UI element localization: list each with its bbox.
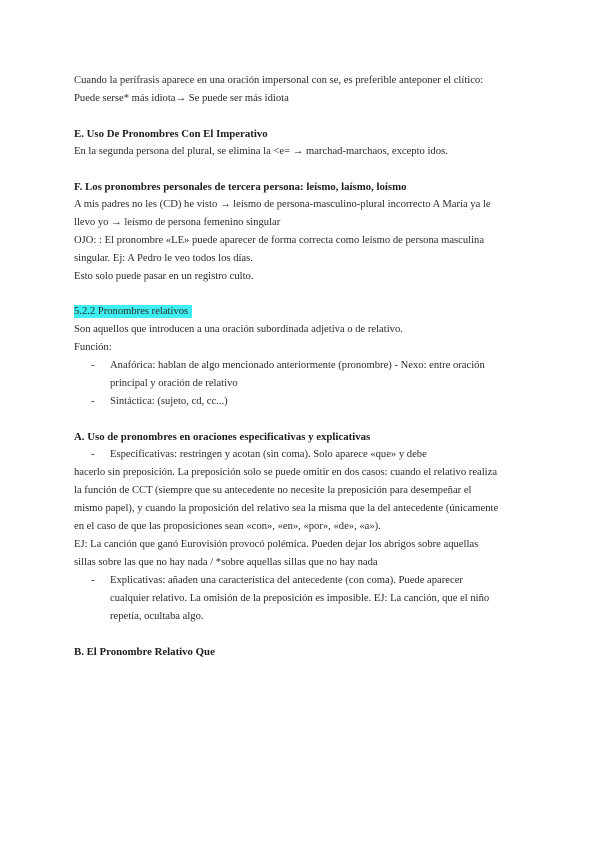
paragraph-periphrasis-2: Puede serse* más idiota→ Se puede ser más idiota — [74, 93, 289, 104]
paragraph-section-f-1: A mis padres no les (CD) he visto → leísmo de persona-masculino-plural incorrecto A María ya le — [74, 199, 491, 210]
paragraph-section-f-2: llevo yo → leísmo de persona femenino singular — [74, 217, 281, 228]
list-item-text: Anafórica: hablan de algo mencionado anteriormente (pronombre) - Nexo: entre oración — [110, 360, 485, 371]
heading-section-e: E. Uso De Pronombres Con El Imperativo — [74, 128, 268, 140]
list-item-text: Explicativas: añaden una característica del antecedente (con coma). Puede aparecer — [110, 575, 463, 586]
list-item-sintactica — [74, 393, 534, 411]
paragraph-section-a-1: hacerlo sin preposición. La preposición solo se puede omitir en dos casos: cuando el relativo realiza — [74, 467, 498, 478]
paragraph-section-a-ej-2: sillas sobre las que no hay nada / *sobre aquellas sillas que no hay nada — [74, 557, 378, 568]
paragraph-section-f-5: Esto solo puede pasar en un registro culto. — [74, 271, 254, 282]
paragraph-section-e: En la segunda persona del plural, se elimina la <e= → marchad-marchaos, excepto idos. — [74, 146, 448, 157]
paragraph-section-a-4: en el caso de que las proposiciones sean «con», «en», «por», «de», «a»). — [74, 521, 381, 532]
bullet-dash: - — [91, 360, 95, 371]
heading-section-b: B. El Pronombre Relativo Que — [74, 646, 215, 658]
bullet-dash: - — [91, 575, 95, 586]
paragraph-section-a-ej-1: EJ: La canción que ganó Eurovisión provocó polémica. Pueden dejar los abrigos sobre aquellas — [74, 539, 479, 550]
paragraph-periphrasis-1: Cuando la perífrasis aparece en una oración impersonal con se, es preferible anteponer el clítico: — [74, 75, 484, 86]
bullet-dash: - — [91, 396, 95, 407]
document-page — [74, 72, 534, 661]
heading-section-a: A. Uso de pronombres en oraciones especificativas y explicativas — [74, 431, 371, 443]
paragraph-section-a-2: la función de CCT (siempre que su antecedente no necesite la preposición para desempeñar el — [74, 485, 472, 496]
list-item-text: cualquier relativo. La omisión de la preposición es imposible. EJ: La canción, que el niño — [110, 593, 490, 604]
paragraph-funcion-label: Función: — [74, 342, 112, 353]
paragraph-section-f-4: singular. Ej: A Pedro le veo todos los días. — [74, 253, 253, 264]
bullet-dash: - — [91, 449, 95, 460]
list-item-text: principal y oración de relativo — [110, 378, 238, 389]
list-item-text: Sintáctica: (sujeto, cd, cc...) — [110, 396, 228, 407]
list-item-especificativas — [74, 446, 534, 464]
paragraph-section-f-3: OJO: : El pronombre «LE» puede aparecer de forma correcta como leísmo de persona masculina — [74, 235, 485, 246]
list-item-explicativas — [74, 572, 534, 626]
list-item-anaforica — [74, 357, 534, 393]
heading-section-f: F. Los pronombres personales de tercera persona: leísmo, laísmo, loísmo — [74, 181, 407, 193]
paragraph-section-a-3: mismo papel), y cuando la proposición del relativo sea la misma que la del antecedente (únicamente — [74, 503, 499, 514]
heading-522 — [74, 303, 534, 321]
highlighted-heading: 5.2.2 Pronombres relativos — [74, 305, 192, 318]
list-item-text: Especificativas: restringen y acotan (sin coma). Solo aparece «que» y debe — [110, 449, 427, 460]
paragraph-relativos-def: Son aquellos que introducen a una oración subordinada adjetiva o de relativo. — [74, 324, 403, 335]
list-item-text: repetía, ocultaba algo. — [110, 611, 204, 622]
